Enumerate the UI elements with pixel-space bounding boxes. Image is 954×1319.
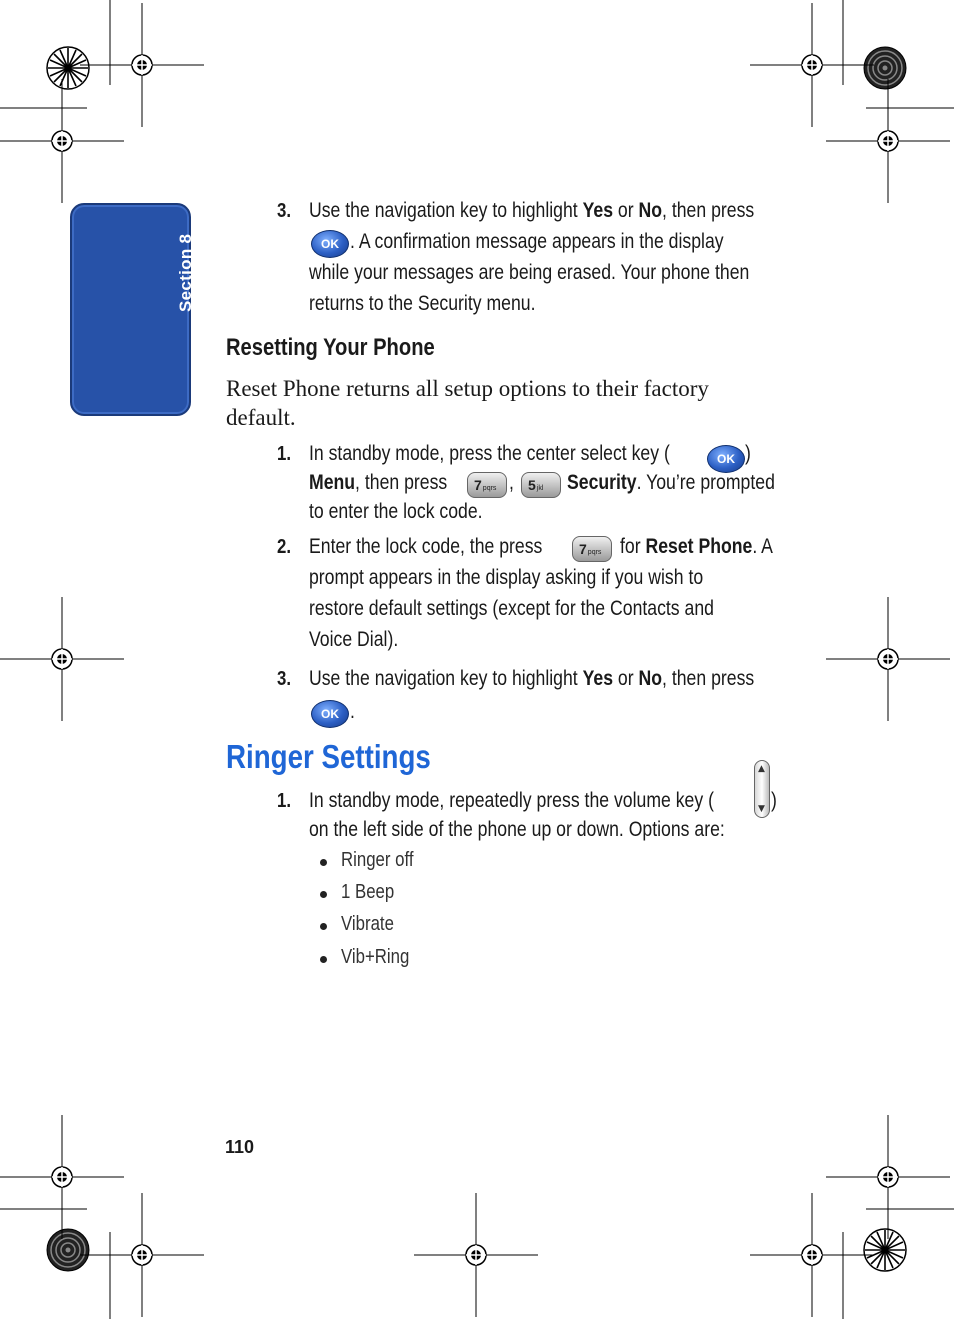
step-text: . A confirmation message appears in the display xyxy=(350,230,724,253)
step-text: ) xyxy=(771,789,777,812)
list-item: 1 Beep xyxy=(341,881,395,903)
step-text: to enter the lock code. xyxy=(309,500,483,523)
list-item: Ringer off xyxy=(341,849,414,871)
section-label: Section 8 xyxy=(176,233,195,312)
key-7-icon: 7 pqrs xyxy=(467,472,507,498)
step-number: 3. xyxy=(277,200,292,222)
ok-key-icon: OK xyxy=(311,700,349,728)
intro-text: default. xyxy=(226,405,296,430)
step-text: Security. You’re prompted xyxy=(567,471,775,494)
bullet-icon xyxy=(320,956,327,963)
list-item: Vibrate xyxy=(341,913,394,935)
step-text: Use the navigation key to highlight Yes or No, then press xyxy=(309,667,755,690)
ok-key-icon: OK xyxy=(707,445,745,473)
section-heading: Resetting Your Phone xyxy=(226,334,435,361)
step-text: on the left side of the phone up or down. Options are: xyxy=(309,818,725,841)
step-number: 2. xyxy=(277,536,292,558)
key-7-icon: 7 pqrs xyxy=(572,536,612,562)
step-text: while your messages are being erased. Your phone then xyxy=(309,261,750,284)
step-text: for Reset Phone. A xyxy=(620,535,773,558)
step-text: In standby mode, press the center select key ( xyxy=(309,442,670,465)
key-5-icon: 5 jkl xyxy=(521,472,561,498)
step-text: In standby mode, repeatedly press the volume key ( xyxy=(309,789,714,812)
step-number: 1. xyxy=(277,443,292,465)
step-number: 3. xyxy=(277,668,292,690)
step-number: 1. xyxy=(277,790,292,812)
bullet-icon xyxy=(320,923,327,930)
section-title: Ringer Settings xyxy=(226,738,431,775)
page-number: 110 xyxy=(225,1137,255,1157)
step-text: Use the navigation key to highlight Yes or No, then press xyxy=(309,199,755,222)
list-item: Vib+Ring xyxy=(341,946,410,968)
bullet-icon xyxy=(320,891,327,898)
step-text: restore default settings (except for the Contacts and xyxy=(309,597,714,620)
step-text: ) xyxy=(745,442,751,465)
section-tab xyxy=(70,203,191,416)
intro-text: Reset Phone returns all setup options to their factory xyxy=(226,376,709,401)
bullet-icon xyxy=(320,859,327,866)
step-text: Voice Dial). xyxy=(309,628,399,651)
step-text: Enter the lock code, the press xyxy=(309,535,543,558)
ok-key-icon: OK xyxy=(311,230,349,258)
step-text: , xyxy=(509,471,514,494)
volume-key-icon: ▲ ▼ xyxy=(754,760,770,818)
step-text: returns to the Security menu. xyxy=(309,292,536,315)
step-text: prompt appears in the display asking if you wish to xyxy=(309,566,704,589)
step-text: Menu, then press xyxy=(309,471,448,494)
step-text: . xyxy=(350,700,355,723)
